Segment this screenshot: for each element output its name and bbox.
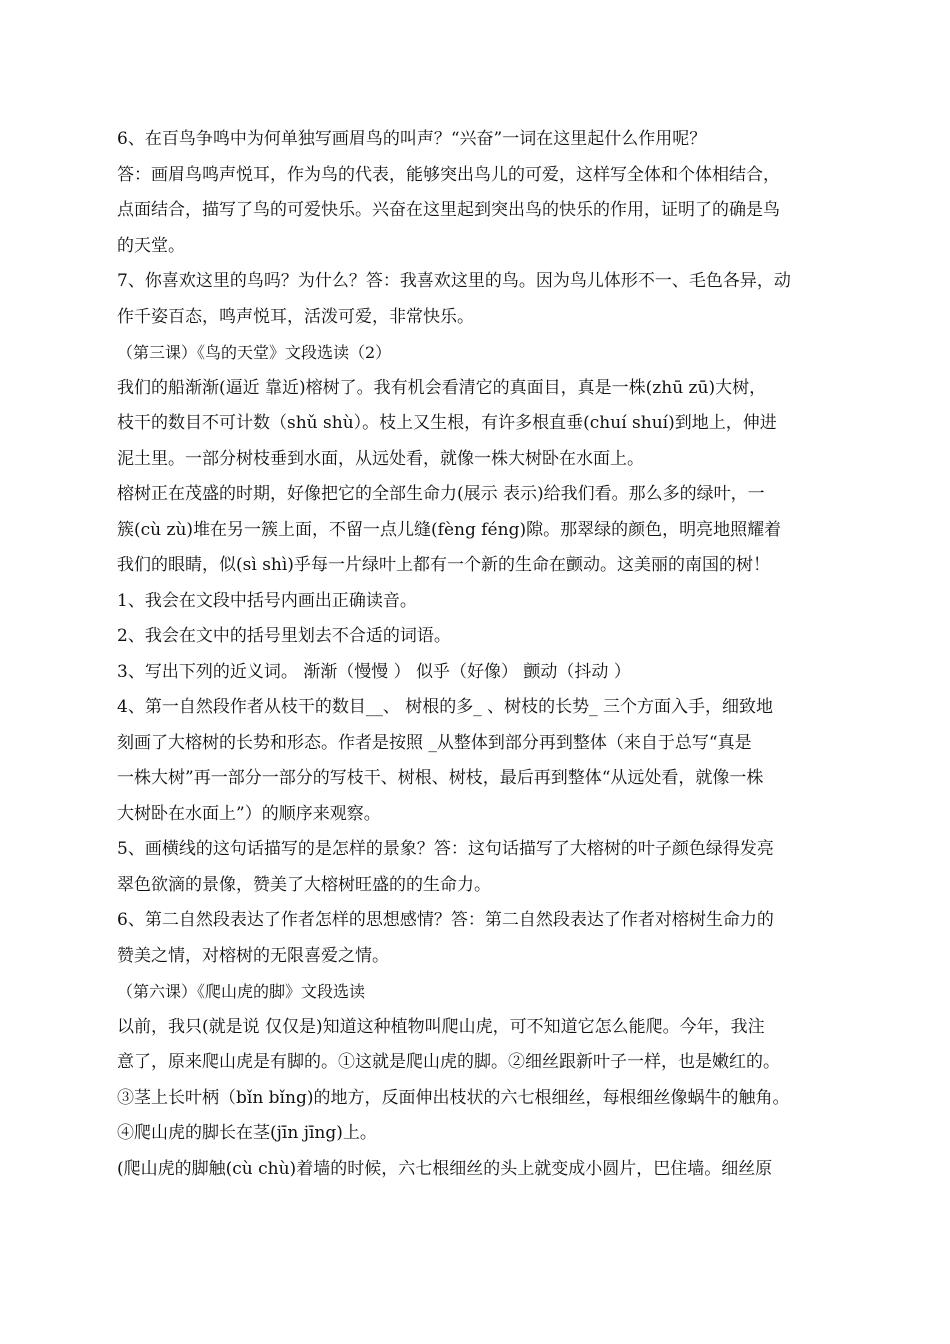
passage-line: ③茎上长叶柄（bǐn bǐng)的地方，反面伸出枝状的六七根细丝，每根细丝像蜗牛的触角。 — [117, 1087, 790, 1108]
passage-line: 我们的眼睛，似(sì shì)乎每一片绿叶上都有一个新的生命在颤动。这美丽的南国的树！ — [117, 555, 770, 575]
passage-line: (爬山虎的脚触(cù chù)着墙的时候，六七根细丝的头上就变成小圆片，巴住墙。细丝原 — [117, 1158, 773, 1179]
text-line: 作千姿百态，鸣声悦耳，活泼可爱，非常快乐。 — [117, 306, 474, 327]
question-line: 1、我会在文段中括号内画出正确读音。 — [117, 590, 417, 611]
text-line: 大树卧在水面上”）的顺序来观察。 — [117, 803, 381, 824]
passage-line: ④爬山虎的脚长在茎(jīn jīng)上。 — [117, 1123, 377, 1143]
text-line: 赞美之情，对榕树的无限喜爱之情。 — [117, 945, 389, 966]
passage-line: 以前，我只(就是说 仅仅是)知道这种植物叫爬山虎，可不知道它怎么能爬。今年，我注 — [117, 1016, 765, 1037]
section-heading: （第三课）《鸟的天堂》文段选读（2） — [117, 343, 392, 362]
passage-line: 枝干的数目不可计数（shǔ shù）。枝上又生根，有许多根直垂(chuí shuí)到地上，伸进 — [117, 413, 777, 433]
answer-line: 答：画眉鸟鸣声悦耳，作为鸟的代表，能够突出鸟儿的可爱，这样写全体和个体相结合， — [117, 164, 780, 185]
document-body — [117, 122, 839, 1187]
question-line: 7、你喜欢这里的鸟吗？为什么？答：我喜欢这里的鸟。因为鸟儿体形不一、毛色各异，动 — [117, 271, 791, 291]
text-line: 的天堂。 — [117, 235, 185, 256]
question-line: 6、在百鸟争鸣中为何单独写画眉鸟的叫声？“兴奋”一词在这里起什么作用呢？ — [117, 129, 707, 149]
section-heading: （第六课）《爬山虎的脚》文段选读 — [117, 982, 366, 1001]
question-line: 3、写出下列的近义词。 渐渐（慢慢 ） 似乎（好像） 颤动（抖动 ） — [117, 661, 631, 682]
passage-line: 簇(cù zù)堆在另一簇上面，不留一点儿缝(fèng féng)隙。那翠绿的颜色，明亮地照耀着 — [117, 519, 782, 540]
text-line: 一株大树”再一部分一部分的写枝干、树根、树枝，最后再到整体“从远处看，就像一株 — [117, 768, 764, 788]
passage-line: 榕树正在茂盛的时期，好像把它的全部生命力(展示 表示)给我们看。那么多的绿叶，一 — [117, 484, 765, 504]
question-line: 6、第二自然段表达了作者怎样的思想感情？答：第二自然段表达了作者对榕树生命力的 — [117, 910, 774, 930]
text-line: 点面结合，描写了鸟的可爱快乐。兴奋在这里起到突出鸟的快乐的作用，证明了的确是鸟 — [117, 200, 780, 220]
passage-line: 我们的船渐渐(逼近 靠近)榕树了。我有机会看清它的真面目，真是一株(zhū zū)大树， — [117, 377, 767, 398]
passage-line: 意了，原来爬山虎是有脚的。①这就是爬山虎的脚。②细丝跟新叶子一样，也是嫩红的。 — [117, 1052, 780, 1072]
text-line: 刻画了大榕树的长势和形态。作者是按照 _从整体到部分再到整体（来自于总写“真是 — [117, 732, 752, 753]
question-line: 4、第一自然段作者从枝干的数目__、 树根的多_ 、树枝的长势_ 三个方面入手，细致地 — [117, 697, 774, 717]
question-line: 2、我会在文中的括号里划去不合适的词语。 — [117, 626, 451, 646]
question-line: 5、画横线的这句话描写的是怎样的景象？答：这句话描写了大榕树的叶子颜色绿得发亮 — [117, 839, 774, 859]
text-line: 翠色欲滴的景像，赞美了大榕树旺盛的的生命力。 — [117, 874, 491, 895]
passage-line: 泥土里。一部分树枝垂到水面，从远处看，就像一株大树卧在水面上。 — [117, 448, 644, 469]
